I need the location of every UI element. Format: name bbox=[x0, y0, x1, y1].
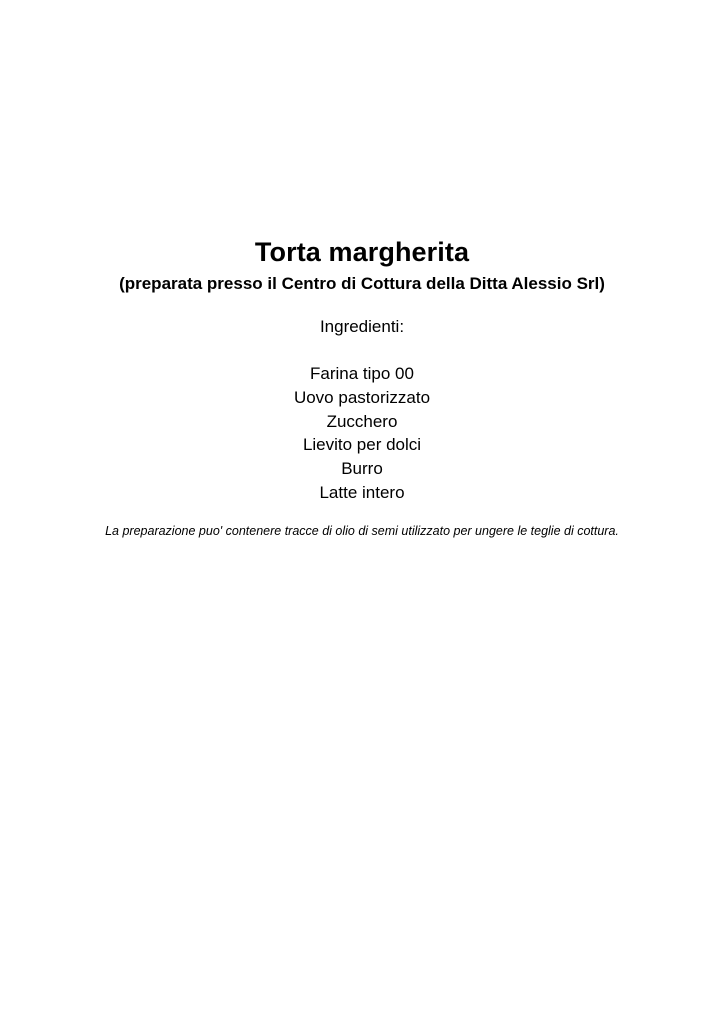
ingredients-heading: Ingredienti: bbox=[319, 317, 405, 336]
ingredient-item: Uovo pastorizzato bbox=[293, 387, 431, 407]
ingredient-item: Farina tipo 00 bbox=[310, 364, 414, 383]
allergen-note: La preparazione puo' contenere tracce di olio di semi utilizzato per ungere le teglie di cottura. bbox=[105, 524, 619, 538]
recipe-title: Torta margherita bbox=[254, 237, 470, 267]
ingredient-item: Burro bbox=[341, 459, 383, 479]
ingredients-list bbox=[0, 362, 724, 505]
recipe-subtitle: (preparata presso il Centro di Cottura della Ditta Alessio Srl) bbox=[119, 274, 605, 293]
ingredient-item: Lievito per dolci bbox=[302, 435, 422, 455]
ingredient-item: Zucchero bbox=[326, 411, 398, 431]
ingredient-item: Latte intero bbox=[319, 482, 405, 502]
